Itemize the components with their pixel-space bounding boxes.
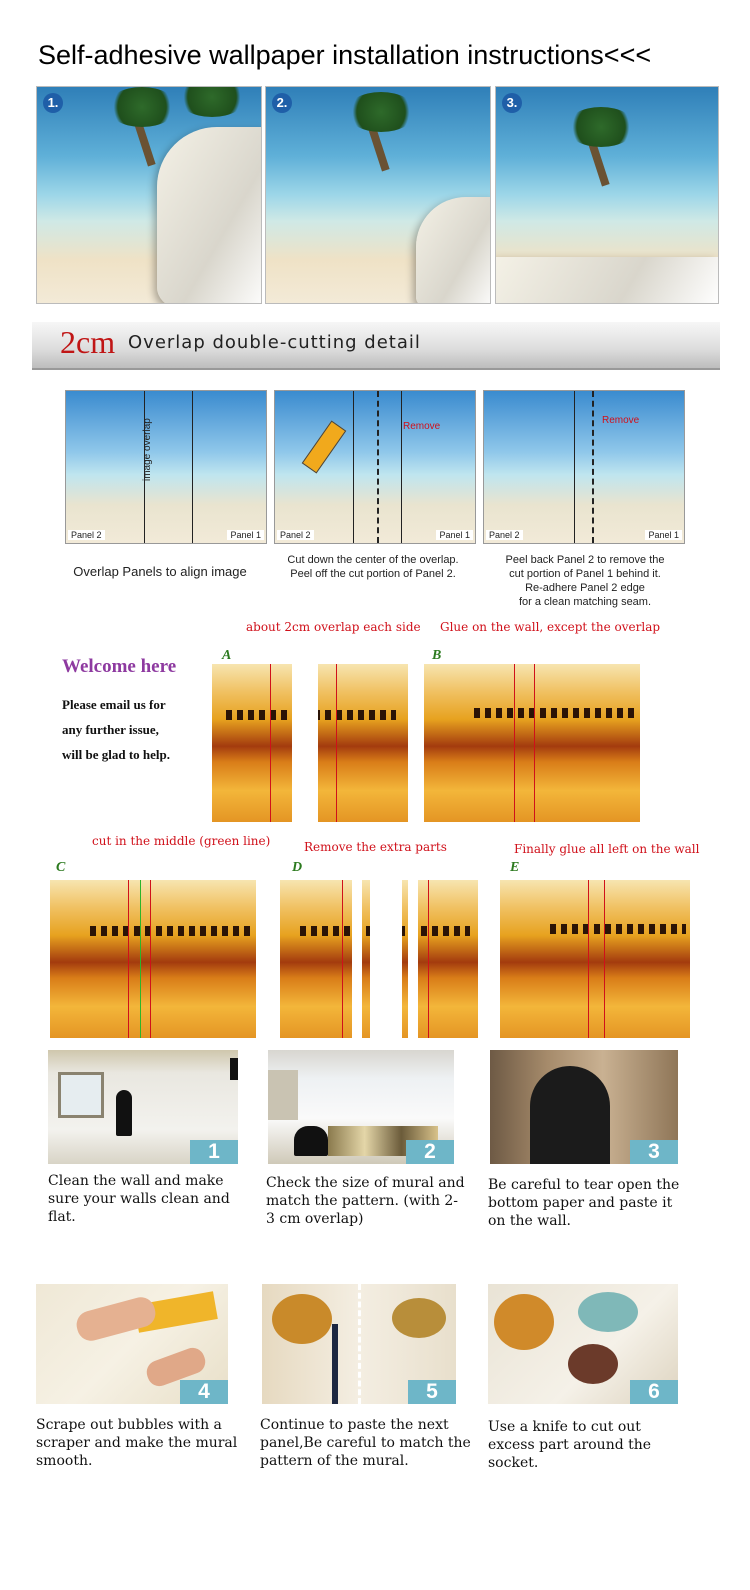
install-text-5: Continue to paste the next panel,Be careful to match the pattern of the mural. bbox=[260, 1417, 471, 1469]
letter-e: E bbox=[510, 860, 520, 875]
person-silhouette bbox=[530, 1066, 610, 1164]
letter-d: D bbox=[292, 860, 303, 875]
install-photo-6 bbox=[488, 1284, 678, 1404]
letter-b: B bbox=[432, 648, 442, 663]
install-photo-5 bbox=[262, 1284, 456, 1404]
note-b: Glue on the wall, except the overlap bbox=[440, 620, 661, 634]
step-photo-3 bbox=[495, 86, 719, 304]
install-photo-4 bbox=[36, 1284, 228, 1404]
panel-2-label: Panel 2 bbox=[277, 530, 314, 540]
banner-measure: 2cm bbox=[60, 324, 116, 360]
remove-label: Remove bbox=[403, 421, 441, 432]
step-number-badge: 6 bbox=[630, 1380, 678, 1404]
overlap-panel-1 bbox=[65, 390, 267, 544]
email-line: any further issue, bbox=[62, 722, 159, 737]
note-c: cut in the middle (green line) bbox=[92, 834, 271, 848]
overlap-caption-3: Peel back Panel 2 to remove the cut portion of Panel 1 behind it. Re-adhere Panel 2 edge for a clean matching seam. bbox=[505, 554, 665, 608]
step-photo-1 bbox=[36, 86, 262, 304]
step-number-badge: 3. bbox=[502, 93, 522, 113]
panel-2-label: Panel 2 bbox=[68, 530, 105, 540]
panel-1-label: Panel 1 bbox=[436, 530, 473, 540]
step-number-badge: 5 bbox=[408, 1380, 456, 1404]
step-number-badge: 4 bbox=[180, 1380, 228, 1404]
hand-icon bbox=[73, 1294, 158, 1344]
install-photo-2 bbox=[268, 1050, 454, 1164]
person-silhouette bbox=[294, 1126, 328, 1156]
email-line: will be glad to help. bbox=[62, 747, 170, 762]
overlap-caption-2: Cut down the center of the overlap. Peel off the cut portion of Panel 2. bbox=[287, 554, 459, 580]
panel-1-label: Panel 1 bbox=[645, 530, 682, 540]
desert-panel-e bbox=[500, 880, 690, 1038]
install-text-2: Check the size of mural and match the pattern. (with 2-3 cm overlap) bbox=[266, 1175, 465, 1227]
install-photo-3 bbox=[490, 1050, 678, 1164]
install-text-4: Scrape out bubbles with a scraper and make the mural smooth. bbox=[36, 1417, 238, 1469]
desert-panel-b bbox=[424, 664, 640, 822]
panel-1-label: Panel 1 bbox=[227, 530, 264, 540]
desert-panel-d bbox=[280, 880, 478, 1038]
step-number-badge: 1 bbox=[190, 1140, 238, 1164]
image-overlap-label: image overlap bbox=[142, 418, 153, 481]
step-number-badge: 2. bbox=[272, 93, 292, 113]
banner-caption: Overlap double-cutting detail bbox=[128, 332, 421, 353]
step-number-badge: 3 bbox=[630, 1140, 678, 1164]
overlap-panel-2 bbox=[274, 390, 476, 544]
overlap-panel-3 bbox=[483, 390, 685, 544]
overlap-banner bbox=[32, 322, 720, 370]
note-e: Finally glue all left on the wall bbox=[514, 842, 700, 856]
note-d: Remove the extra parts bbox=[304, 840, 447, 854]
person-silhouette bbox=[116, 1090, 132, 1136]
welcome-heading: Welcome here bbox=[62, 656, 177, 677]
cutter-icon bbox=[302, 421, 347, 474]
install-text-3: Be careful to tear open the bottom paper and paste it on the wall. bbox=[488, 1177, 680, 1229]
desert-panel-a bbox=[212, 664, 408, 822]
email-note bbox=[62, 692, 170, 767]
desert-panel-c bbox=[50, 880, 256, 1038]
install-text-6: Use a knife to cut out excess part around the socket. bbox=[488, 1419, 652, 1471]
letter-a: A bbox=[222, 648, 232, 663]
step-number-badge: 1. bbox=[43, 93, 63, 113]
page-title: Self-adhesive wallpaper installation instructions<<< bbox=[38, 40, 652, 70]
install-text-1: Clean the wall and make sure your walls clean and flat. bbox=[48, 1173, 230, 1225]
letter-c: C bbox=[56, 860, 66, 875]
note-a: about 2cm overlap each side bbox=[246, 620, 421, 634]
step-number-badge: 2 bbox=[406, 1140, 454, 1164]
overlap-caption-1: Overlap Panels to align image bbox=[73, 564, 247, 579]
email-line: Please email us for bbox=[62, 697, 166, 712]
panel-2-label: Panel 2 bbox=[486, 530, 523, 540]
step-photo-2 bbox=[265, 86, 491, 304]
install-photo-1 bbox=[48, 1050, 238, 1164]
remove-label: Remove bbox=[602, 415, 640, 426]
